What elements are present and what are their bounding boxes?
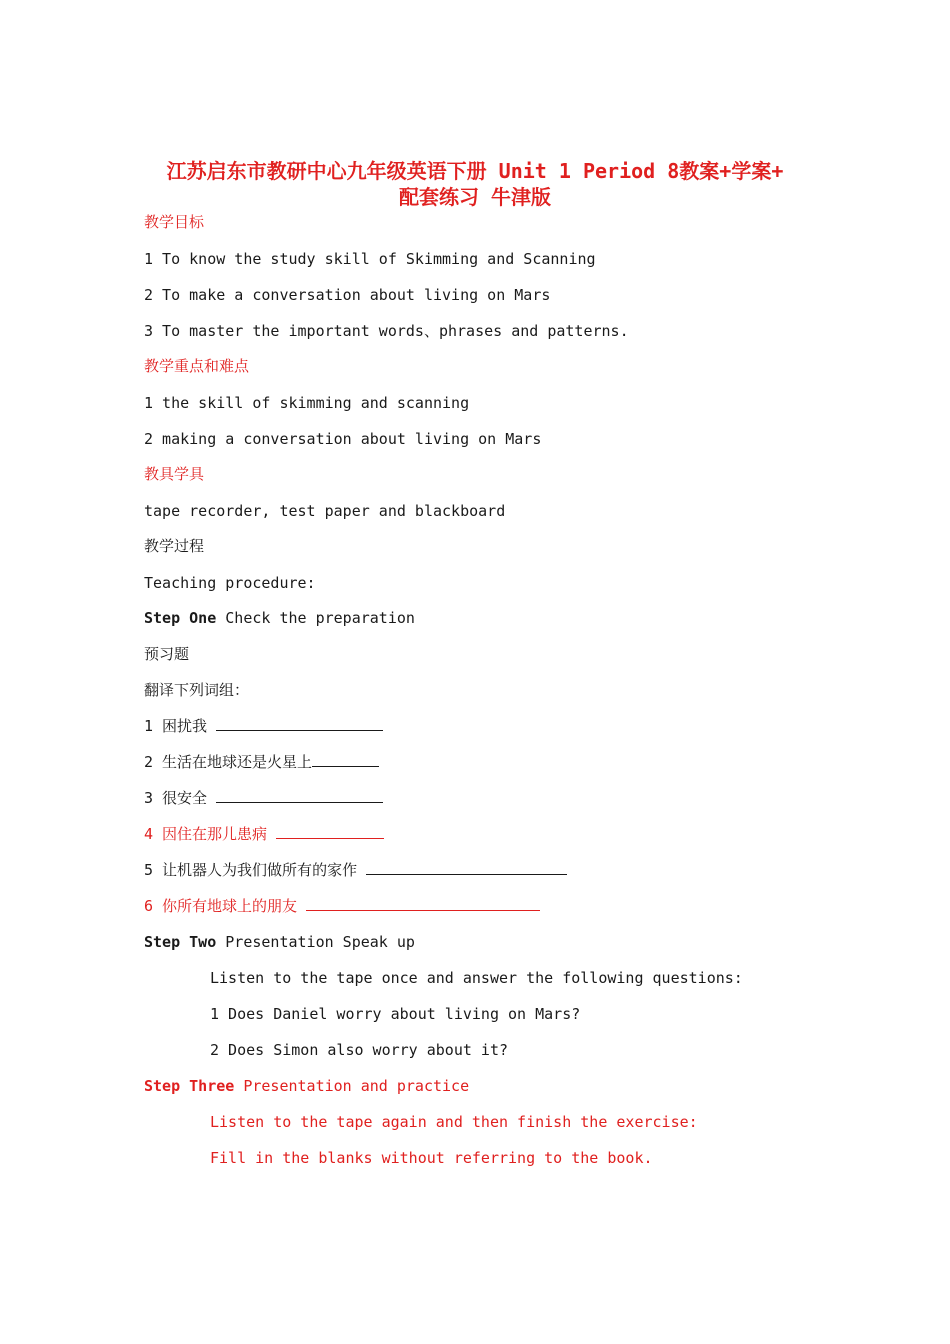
objective-item-1: 1 To know the study skill of Skimming and Scanning [144, 250, 596, 268]
translate-item-2-text: 2 生活在地球还是火星上 [144, 753, 313, 771]
step-three-text: Presentation and practice [234, 1077, 470, 1095]
step-one-line [144, 608, 415, 628]
key-point-item-1: 1 the skill of skimming and scanning [144, 394, 470, 412]
translate-item-6 [144, 896, 540, 916]
step-three-label: Step Three [144, 1077, 235, 1095]
step-two-instruction: Listen to the tape once and answer the following questions: [210, 969, 743, 987]
translate-instruction: 翻译下列词组： [144, 681, 250, 699]
step-one-text: Check the preparation [216, 609, 415, 627]
translate-item-6-text: 6 你所有地球上的朋友 [144, 897, 307, 915]
objective-item-2: 2 To make a conversation about living on Mars [144, 286, 551, 304]
answer-blank-4[interactable] [276, 824, 384, 839]
step-three-line [144, 1076, 469, 1096]
title-line-2: 配套练习 牛津版 [398, 185, 552, 209]
answer-blank-5[interactable] [366, 860, 567, 875]
step-three-line-1: Listen to the tape again and then finish the exercise: [210, 1113, 698, 1131]
step-two-text: Presentation Speak up [216, 933, 415, 951]
process-subheading: Teaching procedure: [144, 574, 316, 592]
answer-blank-3[interactable] [216, 788, 383, 803]
document-title [100, 158, 850, 210]
translate-item-4 [144, 824, 384, 844]
translate-item-3 [144, 788, 383, 808]
title-line-1: 江苏启东市教研中心九年级英语下册 Unit 1 Period 8教案+学案+ [166, 159, 784, 183]
translate-item-1 [144, 716, 383, 736]
key-points-heading: 教学重点和难点 [144, 357, 250, 375]
preview-label: 预习题 [144, 645, 190, 663]
step-one-label: Step One [144, 609, 217, 627]
tools-text: tape recorder, test paper and blackboard [144, 502, 506, 520]
objectives-heading: 教学目标 [144, 213, 205, 231]
answer-blank-1[interactable] [216, 716, 383, 731]
translate-item-5 [144, 860, 567, 880]
translate-item-5-text: 5 让机器人为我们做所有的家作 [144, 861, 367, 879]
objective-item-3: 3 To master the important words、phrases and patterns. [144, 322, 629, 340]
tools-heading: 教具学具 [144, 465, 205, 483]
translate-item-2 [144, 752, 379, 772]
question-2: 2 Does Simon also worry about it? [210, 1041, 509, 1059]
translate-item-3-text: 3 很安全 [144, 789, 217, 807]
translate-item-4-text: 4 因住在那儿患病 [144, 825, 277, 843]
step-two-label: Step Two [144, 933, 217, 951]
translate-item-1-text: 1 困扰我 [144, 717, 217, 735]
step-three-line-2: Fill in the blanks without referring to the book. [210, 1149, 653, 1167]
key-point-item-2: 2 making a conversation about living on Mars [144, 430, 542, 448]
answer-blank-6[interactable] [306, 896, 540, 911]
step-two-line [144, 932, 415, 952]
answer-blank-2[interactable] [312, 752, 379, 767]
process-heading: 教学过程 [144, 537, 205, 555]
question-1: 1 Does Daniel worry about living on Mars? [210, 1005, 581, 1023]
